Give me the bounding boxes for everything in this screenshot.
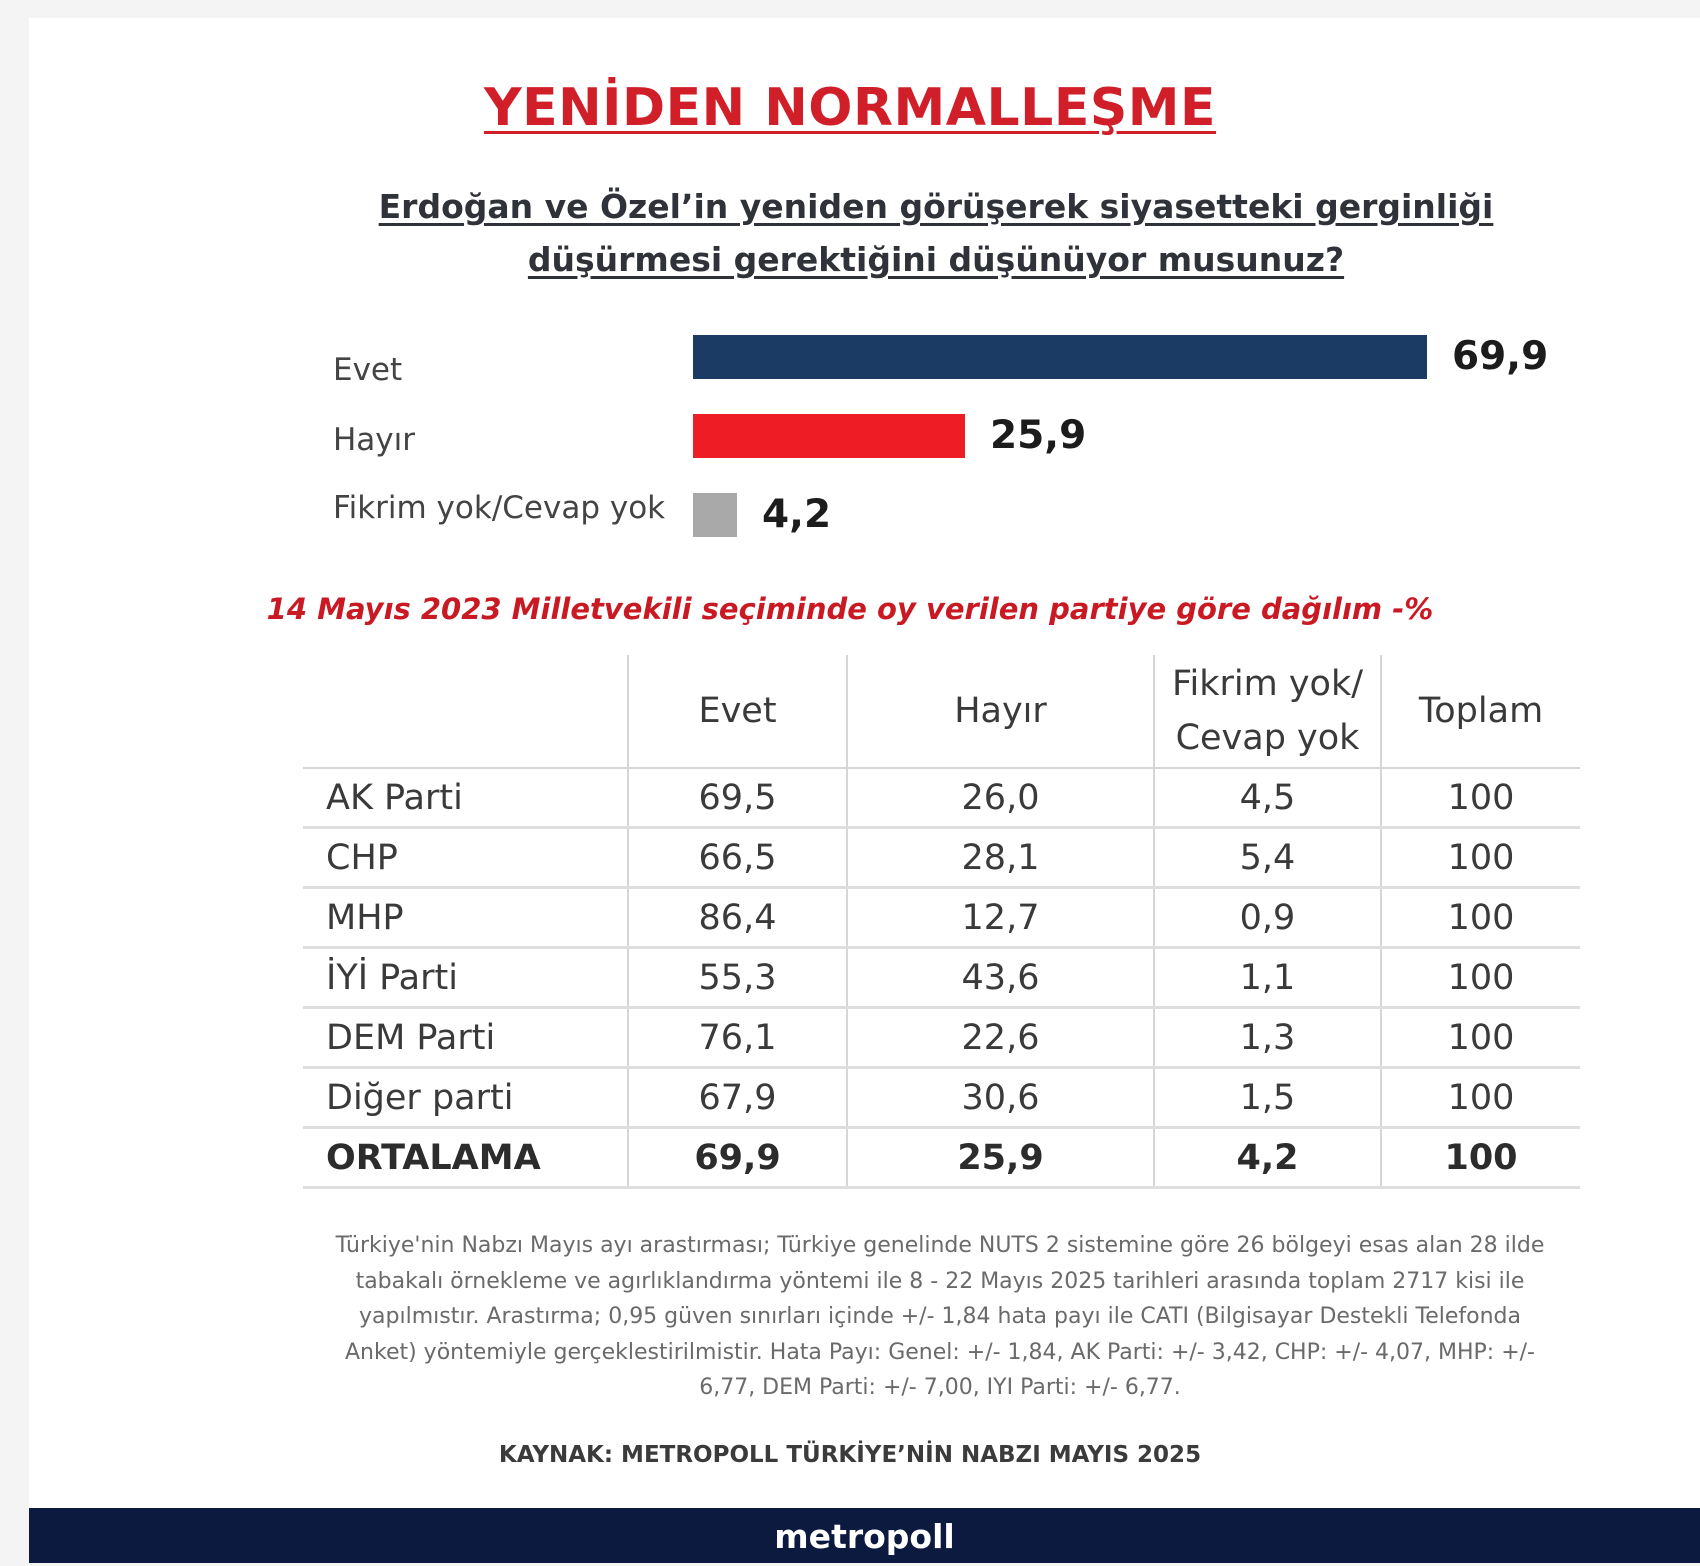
- table-row: [303, 888, 1580, 948]
- question-text: Erdoğan ve Özel’in yeniden görüşerek siyasetteki gerginliği düşürmesi gerektiğini düşünüyor musunuz?: [378, 187, 1494, 279]
- table-row: [303, 1068, 1580, 1128]
- table-subtitle: 14 Mayıs 2023 Milletvekili seçiminde oy verilen partiye göre dağılım -%: [266, 592, 1434, 626]
- page-title: YENİDEN NORMALLEŞME: [483, 78, 1217, 138]
- bar-category-label: Evet: [333, 352, 403, 388]
- table-cell-value: 100: [1381, 1128, 1580, 1188]
- table-cell-value: 43,6: [847, 948, 1154, 1008]
- table-row: [303, 828, 1580, 888]
- table-cell-value: 1,3: [1154, 1008, 1381, 1068]
- source-credit: KAYNAK: METROPOLL TÜRKİYE’NİN NABZI MAYIS 2025: [498, 1442, 1202, 1468]
- table-cell-value: 1,5: [1154, 1068, 1381, 1128]
- table-cell-value: 28,1: [847, 828, 1154, 888]
- bar-value-label: 69,9: [1452, 334, 1549, 379]
- table-header-party: [303, 655, 628, 768]
- table-cell-value: 4,2: [1154, 1128, 1381, 1188]
- table-header-toplam: Toplam: [1381, 655, 1580, 768]
- table-cell-party: İYİ Parti: [303, 948, 628, 1008]
- table-cell-party: ORTALAMA: [303, 1128, 628, 1188]
- table-header-row: [303, 655, 1580, 768]
- table-cell-value: 25,9: [847, 1128, 1154, 1188]
- bar: [693, 493, 737, 537]
- table-cell-value: 66,5: [628, 828, 847, 888]
- bar-category-label: Fikrim yok/Cevap yok: [333, 490, 666, 526]
- table-cell-party: MHP: [303, 888, 628, 948]
- bar: [693, 335, 1427, 379]
- table-cell-value: 1,1: [1154, 948, 1381, 1008]
- table-cell-value: 100: [1381, 1068, 1580, 1128]
- table-cell-value: 100: [1381, 948, 1580, 1008]
- table-cell-value: 100: [1381, 768, 1580, 828]
- brand-logo-text: metropoll: [774, 1517, 955, 1556]
- table-row: [303, 1008, 1580, 1068]
- table-row: [303, 768, 1580, 828]
- table-cell-party: AK Parti: [303, 768, 628, 828]
- table-cell-value: 12,7: [847, 888, 1154, 948]
- table-cell-party: Diğer parti: [303, 1068, 628, 1128]
- table-cell-value: 69,9: [628, 1128, 847, 1188]
- bar: [693, 414, 965, 458]
- table-cell-value: 0,9: [1154, 888, 1381, 948]
- table-cell-value: 67,9: [628, 1068, 847, 1128]
- table-cell-party: CHP: [303, 828, 628, 888]
- table-cell-value: 86,4: [628, 888, 847, 948]
- table-row: [303, 1128, 1580, 1188]
- table-cell-value: 100: [1381, 828, 1580, 888]
- bar-value-label: 25,9: [990, 413, 1087, 458]
- table-cell-party: DEM Parti: [303, 1008, 628, 1068]
- table-cell-value: 5,4: [1154, 828, 1381, 888]
- footer-brand-bar: [29, 1508, 1700, 1563]
- table-cell-value: 100: [1381, 888, 1580, 948]
- table-header-fikrim-yok: Fikrim yok/ Cevap yok: [1154, 655, 1381, 768]
- table-cell-value: 55,3: [628, 948, 847, 1008]
- table-cell-value: 76,1: [628, 1008, 847, 1068]
- table-row: [303, 948, 1580, 1008]
- methodology-footnote: Türkiye'nin Nabzı Mayıs ayı arastırması; Türkiye genelinde NUTS 2 sistemine göre 26 bölgeyi esas alan 28 ilde tabakalı örnekleme ve agırlıklandırma yöntemi ile 8 - 22 Mayıs 2025 tarihleri arasında toplam 2717 kisi ile yapılmıstır. Arastırma; 0,95 güven sınırları içinde +/- 1,84 hata payı ile CATI (Bilgisayar Destekli Telefonda Anket) yöntemiyle gerçeklestirilmistir. Hata Payı: Genel: +/- 1,84, AK Parti: +/- 3,42, CHP: +/- 4,07, MHP: +/- 6,77, DEM Parti: +/- 7,00, IYI Parti: +/- 6,77.: [335, 1233, 1545, 1400]
- table-cell-value: 100: [1381, 1008, 1580, 1068]
- table-cell-value: 26,0: [847, 768, 1154, 828]
- table-cell-value: 30,6: [847, 1068, 1154, 1128]
- bar-category-label: Hayır: [333, 422, 416, 458]
- table-cell-value: 4,5: [1154, 768, 1381, 828]
- distribution-table: [303, 655, 1580, 1189]
- table-cell-value: 22,6: [847, 1008, 1154, 1068]
- bar-value-label: 4,2: [762, 492, 832, 537]
- table-cell-value: 69,5: [628, 768, 847, 828]
- table-header-hayir: Hayır: [847, 655, 1154, 768]
- table-header-evet: Evet: [628, 655, 847, 768]
